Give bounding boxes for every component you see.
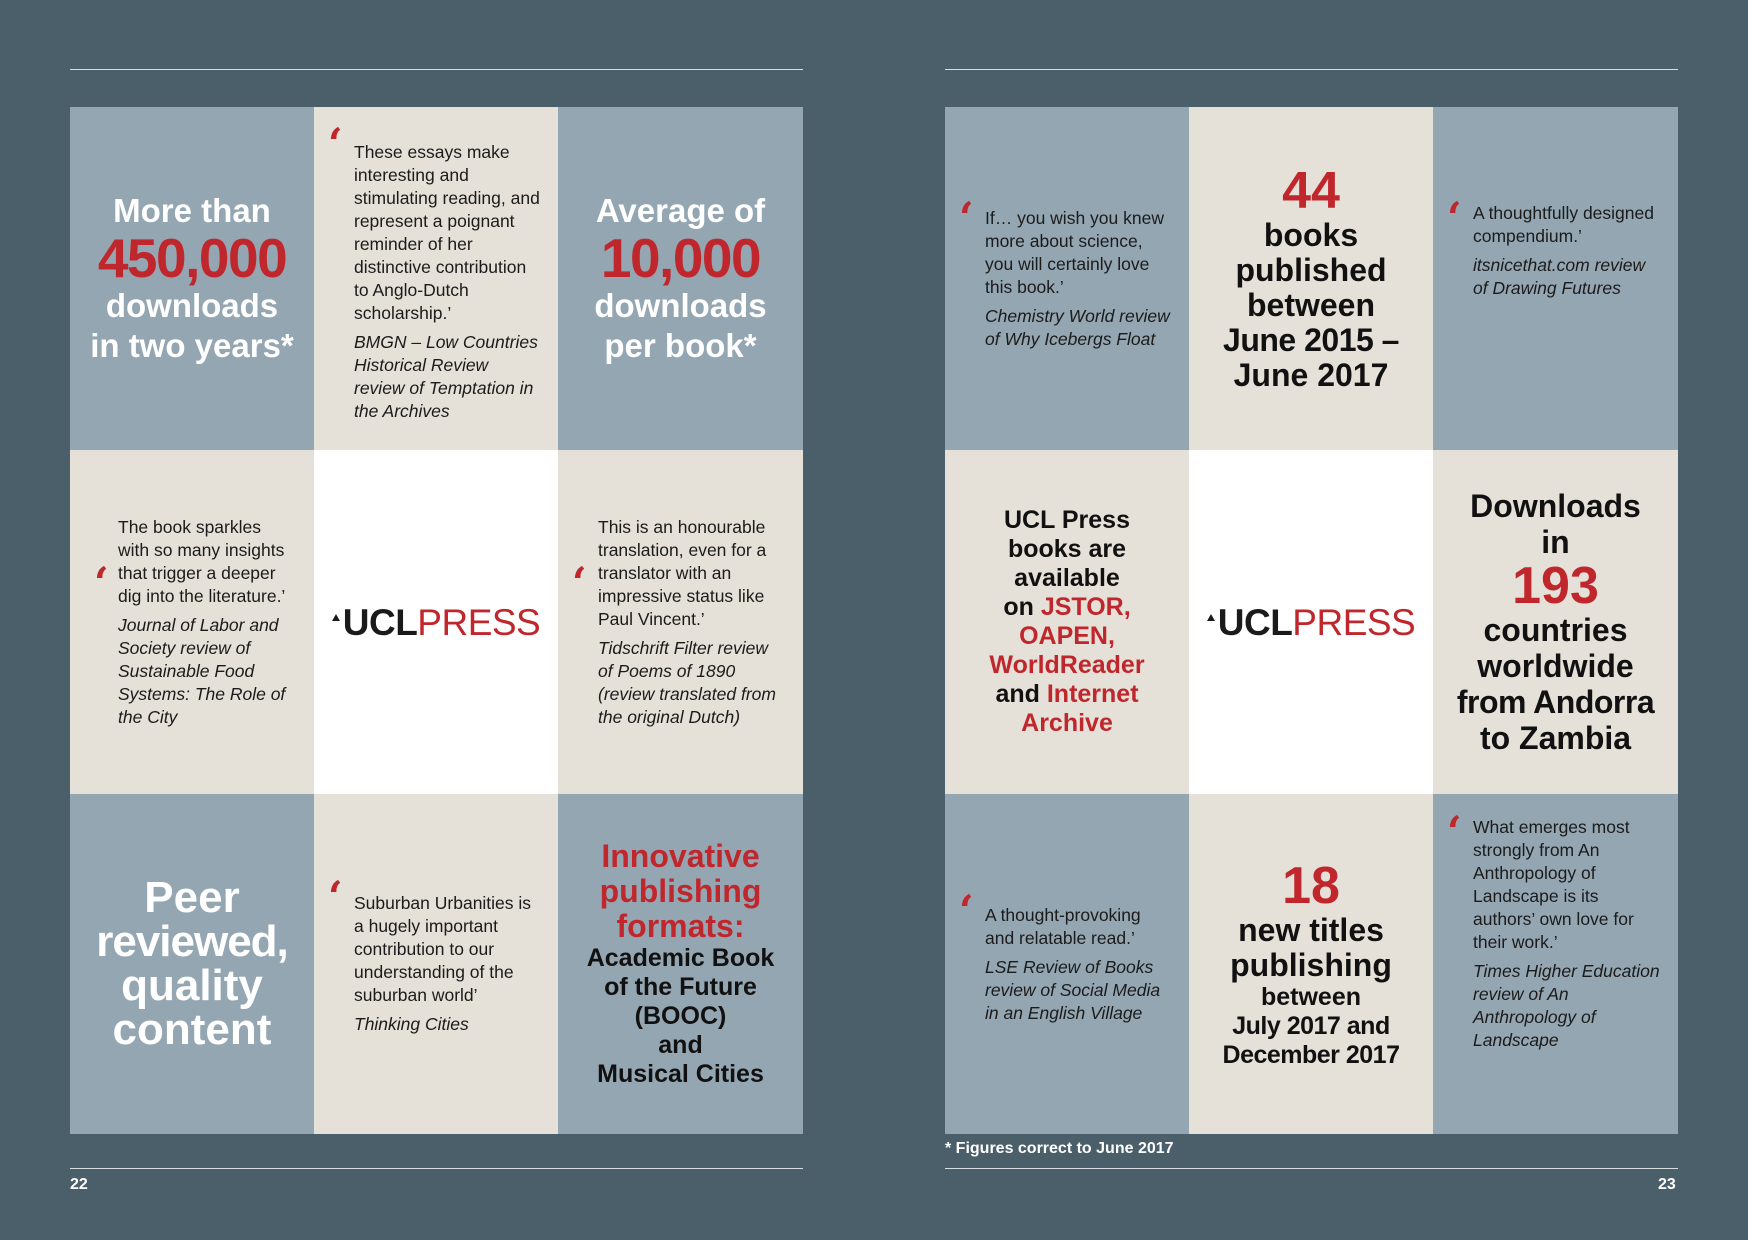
quote-bmgn-text: These essays make interesting and stimulating reading, and represent a poignant reminder of her distinctive contribution to Anglo-Dutch scholarship.’ — [354, 141, 540, 323]
titles-line2: publishing — [1230, 946, 1392, 983]
availability-and: and — [995, 680, 1040, 708]
peer-line3: quality — [121, 961, 263, 1010]
quote-tidschrift-source: Tidschrift Filter review of Poems of 1890 (review translated from the original Dutch) — [598, 637, 776, 727]
figures-footnote: * Figures correct to June 2017 — [945, 1140, 1174, 1157]
quote-tidschrift-text: This is an honourable translation, even for a translator with an impressive status like Paul Vincent.’ — [598, 516, 767, 629]
left-page-grid — [70, 107, 803, 1134]
countries-line2: in — [1541, 524, 1570, 560]
average-stat-cell — [558, 107, 803, 450]
countries-line5: from Andorra — [1456, 684, 1655, 720]
availability-oapen: OAPEN, — [1019, 622, 1115, 650]
right-page-number: 23 — [1658, 1176, 1676, 1193]
average-line2: per book* — [604, 326, 757, 364]
right-bottom-rule — [945, 1168, 1678, 1169]
quote-lse-text: A thought-provoking and relatable read.’ — [985, 904, 1141, 948]
books-number: 44 — [1282, 162, 1340, 220]
quote-itsnicethat-cell — [1433, 107, 1678, 450]
countries-line3: countries — [1483, 612, 1628, 648]
quote-journal-source: Journal of Labor and Society review of Sustainable Food Systems: The Role of the City — [118, 614, 286, 727]
availability-on: on — [1003, 593, 1034, 621]
availability-line2: books are — [1007, 535, 1127, 563]
books-stat-cell — [1189, 107, 1433, 450]
countries-line4: worldwide — [1477, 648, 1634, 684]
innovative-line1: Academic Book — [586, 944, 775, 972]
downloads-stat-cell — [70, 107, 314, 450]
titles-number: 18 — [1282, 856, 1340, 915]
books-line2: published — [1235, 252, 1387, 288]
countries-stat-cell — [1433, 450, 1678, 794]
quote-chemistry-text: If… you wish you knew more about science, you will certainly love this book.’ — [985, 207, 1164, 297]
peer-line2: reviewed, — [96, 917, 288, 966]
quote-mark-icon: ‘ — [94, 558, 109, 607]
logo-triangle-icon — [1207, 614, 1215, 621]
logo-press: PRESS — [1292, 601, 1416, 643]
quote-tidschrift-cell — [558, 450, 803, 794]
availability-archive: Archive — [1021, 709, 1113, 737]
downloads-line2: in two years* — [90, 326, 294, 364]
ucl-press-logo — [332, 601, 541, 643]
availability-worldreader: WorldReader — [989, 651, 1145, 679]
quote-times-cell — [1433, 794, 1678, 1134]
countries-line1: Downloads — [1470, 488, 1641, 524]
left-bottom-rule — [70, 1168, 803, 1169]
quote-lse-source: LSE Review of Books review of Social Media in an English Village — [985, 956, 1161, 1023]
availability-internet: Internet — [1046, 680, 1139, 708]
books-line3: between — [1246, 287, 1376, 323]
innovative-line5: Musical Cities — [597, 1060, 764, 1088]
availability-jstor: JSTOR, — [1040, 593, 1131, 621]
ucl-press-logo-cell — [314, 450, 558, 794]
titles-line4: July 2017 and — [1232, 1011, 1390, 1040]
books-line1: books — [1263, 217, 1359, 253]
average-number: 10,000 — [600, 226, 761, 289]
books-line5: June 2017 — [1233, 357, 1389, 393]
ucl-press-logo-cell — [1189, 450, 1433, 794]
innovative-heading3: formats: — [616, 908, 745, 944]
countries-line6: to Zambia — [1479, 720, 1632, 756]
quote-suburban-source: Thinking Cities — [354, 1014, 469, 1034]
availability-jstor-line — [1003, 593, 1130, 622]
quote-suburban-cell — [314, 794, 558, 1134]
left-page-number: 22 — [70, 1176, 88, 1193]
titles-line3: between — [1260, 982, 1362, 1011]
innovative-heading2: publishing — [599, 873, 762, 909]
downloads-prefix: More than — [113, 191, 271, 229]
quote-bmgn-cell — [314, 107, 558, 450]
ucl-press-logo — [1207, 601, 1416, 643]
quote-bmgn-source: BMGN – Low Countries Historical Review review of Temptation in the Archives — [354, 331, 538, 421]
quote-mark-icon: ‘ — [328, 119, 343, 168]
quote-times-source: Times Higher Education review of An Anthropology of Landscape — [1473, 961, 1660, 1050]
right-top-rule — [945, 69, 1678, 70]
quote-mark-icon: ‘ — [1447, 807, 1462, 856]
quote-journal-cell — [70, 450, 314, 794]
innovative-line4: and — [658, 1031, 703, 1059]
average-line1: downloads — [594, 286, 767, 324]
logo-ucl: UCL — [342, 601, 418, 643]
right-page-grid — [945, 107, 1678, 1134]
innovative-heading1: Innovative — [601, 838, 760, 874]
logo-press: PRESS — [417, 601, 541, 643]
countries-number: 193 — [1512, 557, 1599, 615]
logo-triangle-icon — [332, 614, 340, 621]
quote-suburban-text: Suburban Urbanities is a hugely important contribution to our understanding of the suburban world’ — [354, 893, 532, 1005]
left-top-rule — [70, 69, 803, 70]
quote-mark-icon: ‘ — [572, 558, 587, 607]
innovative-formats-cell — [558, 794, 803, 1134]
quote-times-text: What emerges most strongly from An Anthropology of Landscape is its authors’ own love for their work.’ — [1473, 817, 1634, 952]
average-prefix: Average of — [595, 191, 766, 229]
quote-mark-icon: ‘ — [959, 193, 974, 242]
quote-mark-icon: ‘ — [959, 886, 974, 935]
availability-internet-line — [995, 680, 1138, 709]
innovative-line3: (BOOC) — [634, 1002, 727, 1030]
quote-lse-cell — [945, 794, 1189, 1134]
downloads-number: 450,000 — [97, 226, 287, 289]
quote-itsnicethat-source: itsnicethat.com review of Drawing Futures — [1473, 255, 1646, 298]
downloads-line1: downloads — [105, 286, 279, 324]
quote-itsnicethat-text: A thoughtfully designed compendium.’ — [1473, 203, 1654, 246]
titles-stat-cell — [1189, 794, 1433, 1134]
availability-line1: UCL Press — [1004, 506, 1130, 534]
quote-mark-icon: ‘ — [328, 872, 343, 921]
books-line4: June 2015 – — [1223, 322, 1399, 358]
quote-mark-icon: ‘ — [1447, 193, 1462, 242]
peer-reviewed-cell — [70, 794, 314, 1134]
quote-chemistry-source: Chemistry World review of Why Icebergs Float — [985, 305, 1170, 349]
availability-line3: available — [1014, 564, 1120, 592]
logo-ucl: UCL — [1217, 601, 1293, 643]
titles-line1: new titles — [1238, 911, 1384, 948]
quote-journal-text: The book sparkles with so many insights that trigger a deeper dig into the literature.’ — [118, 516, 286, 606]
innovative-line2: of the Future — [604, 973, 757, 1001]
titles-line5: December 2017 — [1222, 1040, 1400, 1069]
availability-cell — [945, 450, 1189, 794]
quote-chemistry-cell — [945, 107, 1189, 450]
peer-line4: content — [112, 1005, 272, 1054]
peer-line1: Peer — [144, 873, 240, 922]
